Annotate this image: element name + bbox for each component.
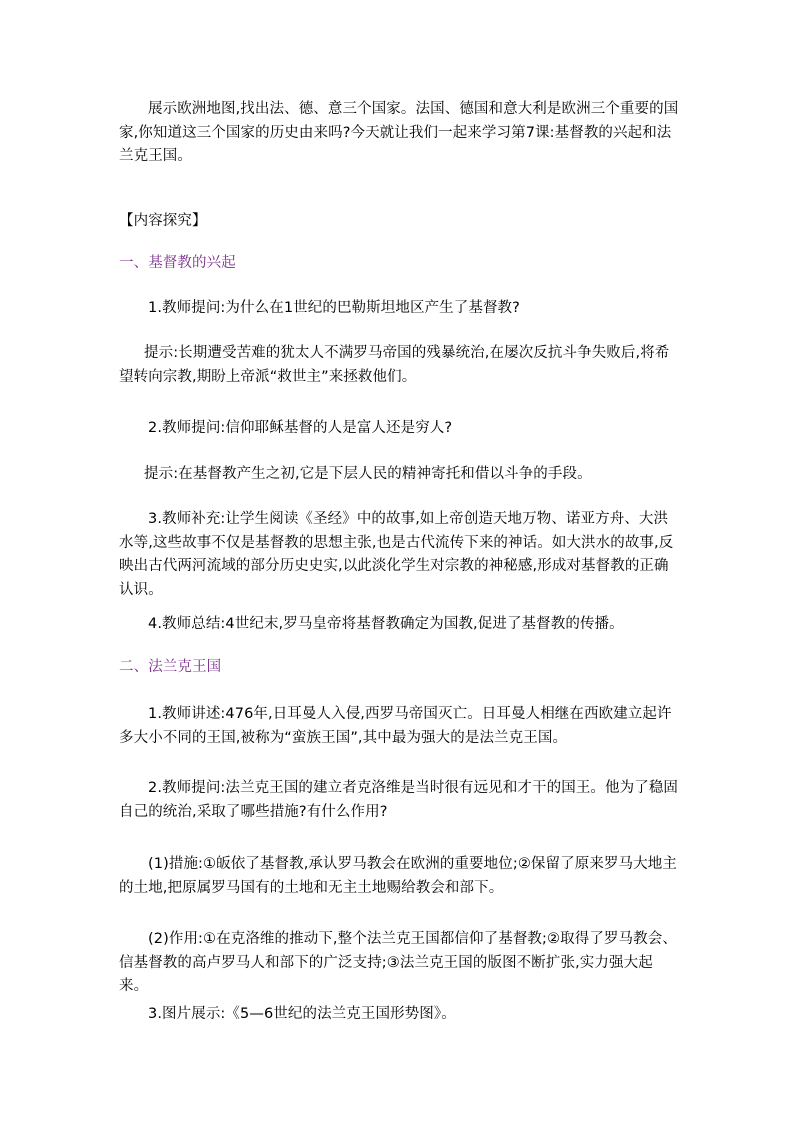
intro-paragraph: 展示欧洲地图,找出法、德、意三个国家。法国、德国和意大利是欧洲三个重要的国家,你知道这三个国家的历史由来吗?今天就让我们一起来学习第7课:基督教的兴起和法兰克王国。 <box>119 101 679 164</box>
section1-heading: 一、基督教的兴起 <box>119 255 236 271</box>
section1-paragraph4: 4.教师总结:4世纪末,罗马皇帝将基督教确定为国教,促进了基督教的传播。 <box>148 616 624 632</box>
section2-paragraph5: 3.图片展示:《5—6世纪的法兰克王国形势图》。 <box>148 1006 456 1022</box>
section2-heading: 二、法兰克王国 <box>119 659 222 675</box>
section1-answer2: 提示:在基督教产生之初,它是下层人民的精神寄托和借以斗争的手段。 <box>144 466 592 482</box>
section2-paragraph1: 1.教师讲述:476年,日耳曼人入侵,西罗马帝国灭亡。日耳曼人相继在西欧建立起许多大小不同的王国,被称为“蛮族王国”,其中最为强大的是法兰克王国。 <box>119 706 672 746</box>
section2-paragraph2: 2.教师提问:法兰克王国的建立者克洛维是当时很有远见和才干的国王。他为了稳固自己的统治,采取了哪些措施?有什么作用? <box>119 780 679 820</box>
section1-question2: 2.教师提问:信仰耶稣基督的人是富人还是穷人? <box>148 420 453 436</box>
section1-question1: 1.教师提问:为什么在1世纪的巴勒斯坦地区产生了基督教? <box>148 300 520 316</box>
section1-answer1: 提示:长期遭受苦难的犹太人不满罗马帝国的残暴统治,在屡次反抗斗争失败后,将希望转向宗教,期盼上帝派“救世主”来拯救他们。 <box>119 345 670 385</box>
section2-effects: (2)作用:①在克洛维的推动下,整个法兰克王国都信仰了基督教;②取得了罗马教会、信基督教的高卢罗马人和部下的广泛支持;③法兰克王国的版图不断扩张,实力强大起来。 <box>119 931 677 994</box>
section1-paragraph3: 3.教师补充:让学生阅读《圣经》中的故事,如上帝创造天地万物、诺亚方舟、大洪水等,这些故事不仅是基督教的思想主张,也是古代流传下来的神话。如大洪水的故事,反映出古代两河流域的部分历史史实,以此淡化学生对宗教的神秘感,形成对基督教的正确认识。 <box>119 511 674 598</box>
section2-measures: (1)措施:①皈依了基督教,承认罗马教会在欧洲的重要地位;②保留了原来罗马大地主的土地,把原属罗马国有的土地和无主土地赐给教会和部下。 <box>119 856 677 896</box>
section-label: 【内容探究】 <box>119 213 207 229</box>
